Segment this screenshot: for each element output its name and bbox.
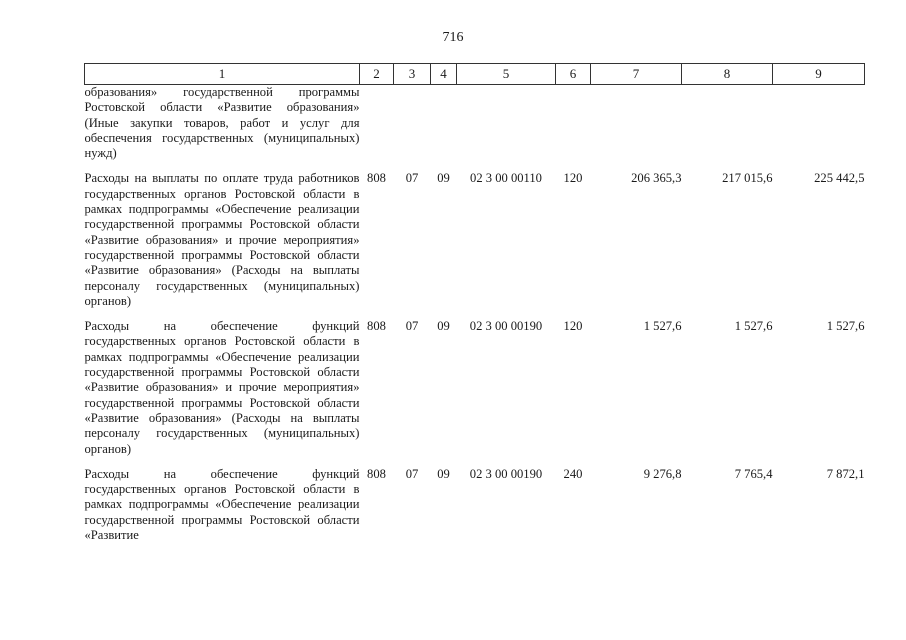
row-description: образования» государственной программы Ростовской области «Развитие образования» (Иные закупки товаров, работ и услуг для обеспечения государственных (муниципальных) нужд)	[84, 85, 360, 161]
row-spacer	[85, 457, 865, 467]
cell-amount-year3: 1 527,6	[826, 319, 865, 334]
row-spacer	[85, 309, 865, 319]
cell-expense-type: 240	[563, 466, 583, 481]
column-number-header	[85, 64, 865, 85]
cell-amount-year2: 1 527,6	[734, 319, 773, 334]
cell-expense-type	[556, 85, 591, 162]
cell-subsection: 09	[437, 466, 450, 481]
column-header-5: 5	[457, 64, 556, 85]
cell-amount-year3: 225 442,5	[814, 171, 865, 186]
table-row	[85, 85, 865, 162]
cell-amount-year2: 7 765,4	[734, 466, 773, 481]
cell-subsection	[431, 85, 457, 162]
row-description: Расходы на выплаты по оплате труда работников государственных органов Ростовской области в рамках подпрограммы «Обеспечение реализации государственной программы Ростовской области «Развитие образования» и прочие мероприятия» государственной программы Ростовской области «Развитие образования» (Расходы на выплаты персоналу государственных (муниципальных) органов)	[84, 171, 360, 308]
column-header-9: 9	[773, 64, 865, 85]
cell-target-code: 02 3 00 00190	[469, 466, 543, 481]
cell-amount-year3: 7 872,1	[826, 466, 865, 481]
cell-amount-year3	[773, 85, 865, 162]
column-header-6: 6	[556, 64, 591, 85]
row-description: Расходы на обеспечение функций государственных органов Ростовской области в рамках подпрограммы «Обеспечение реализации государственной программы Ростовской области «Развитие	[84, 466, 360, 543]
budget-table	[84, 63, 865, 543]
column-header-4: 4	[431, 64, 457, 85]
cell-ministry: 808	[367, 319, 386, 334]
row-description: Расходы на обеспечение функций государственных органов Ростовской области в рамках подпрограммы «Обеспечение реализации государственной программы Ростовской области «Развитие образования» и прочие мероприятия» государственной программы Ростовской области «Развитие образования» (Расходы на выплаты персоналу государственных (муниципальных) органов)	[84, 319, 360, 456]
cell-section: 07	[405, 319, 419, 334]
column-header-7: 7	[591, 64, 682, 85]
cell-subsection: 09	[437, 319, 450, 334]
cell-section: 07	[405, 171, 419, 186]
column-header-2: 2	[360, 64, 394, 85]
cell-expense-type: 120	[563, 171, 583, 186]
table-row	[85, 171, 865, 309]
cell-section	[394, 85, 431, 162]
cell-target-code: 02 3 00 00190	[469, 319, 543, 334]
table-row	[85, 467, 865, 543]
cell-amount-year2: 217 015,6	[722, 171, 773, 186]
row-spacer	[85, 161, 865, 171]
table-row	[85, 319, 865, 457]
cell-target-code	[457, 85, 556, 162]
cell-amount-year1: 206 365,3	[631, 171, 682, 186]
cell-ministry: 808	[367, 171, 386, 186]
cell-target-code: 02 3 00 00110	[470, 171, 542, 186]
cell-amount-year1: 9 276,8	[643, 466, 682, 481]
cell-expense-type: 120	[563, 319, 583, 334]
page-number: 716	[442, 30, 464, 45]
cell-section: 07	[405, 466, 419, 481]
column-header-1: 1	[85, 64, 360, 85]
cell-amount-year1	[591, 85, 682, 162]
cell-ministry: 808	[367, 466, 386, 481]
column-header-3: 3	[394, 64, 431, 85]
cell-ministry	[360, 85, 394, 162]
column-header-8: 8	[682, 64, 773, 85]
cell-subsection: 09	[437, 171, 450, 186]
cell-amount-year1: 1 527,6	[643, 319, 682, 334]
cell-amount-year2	[682, 85, 773, 162]
